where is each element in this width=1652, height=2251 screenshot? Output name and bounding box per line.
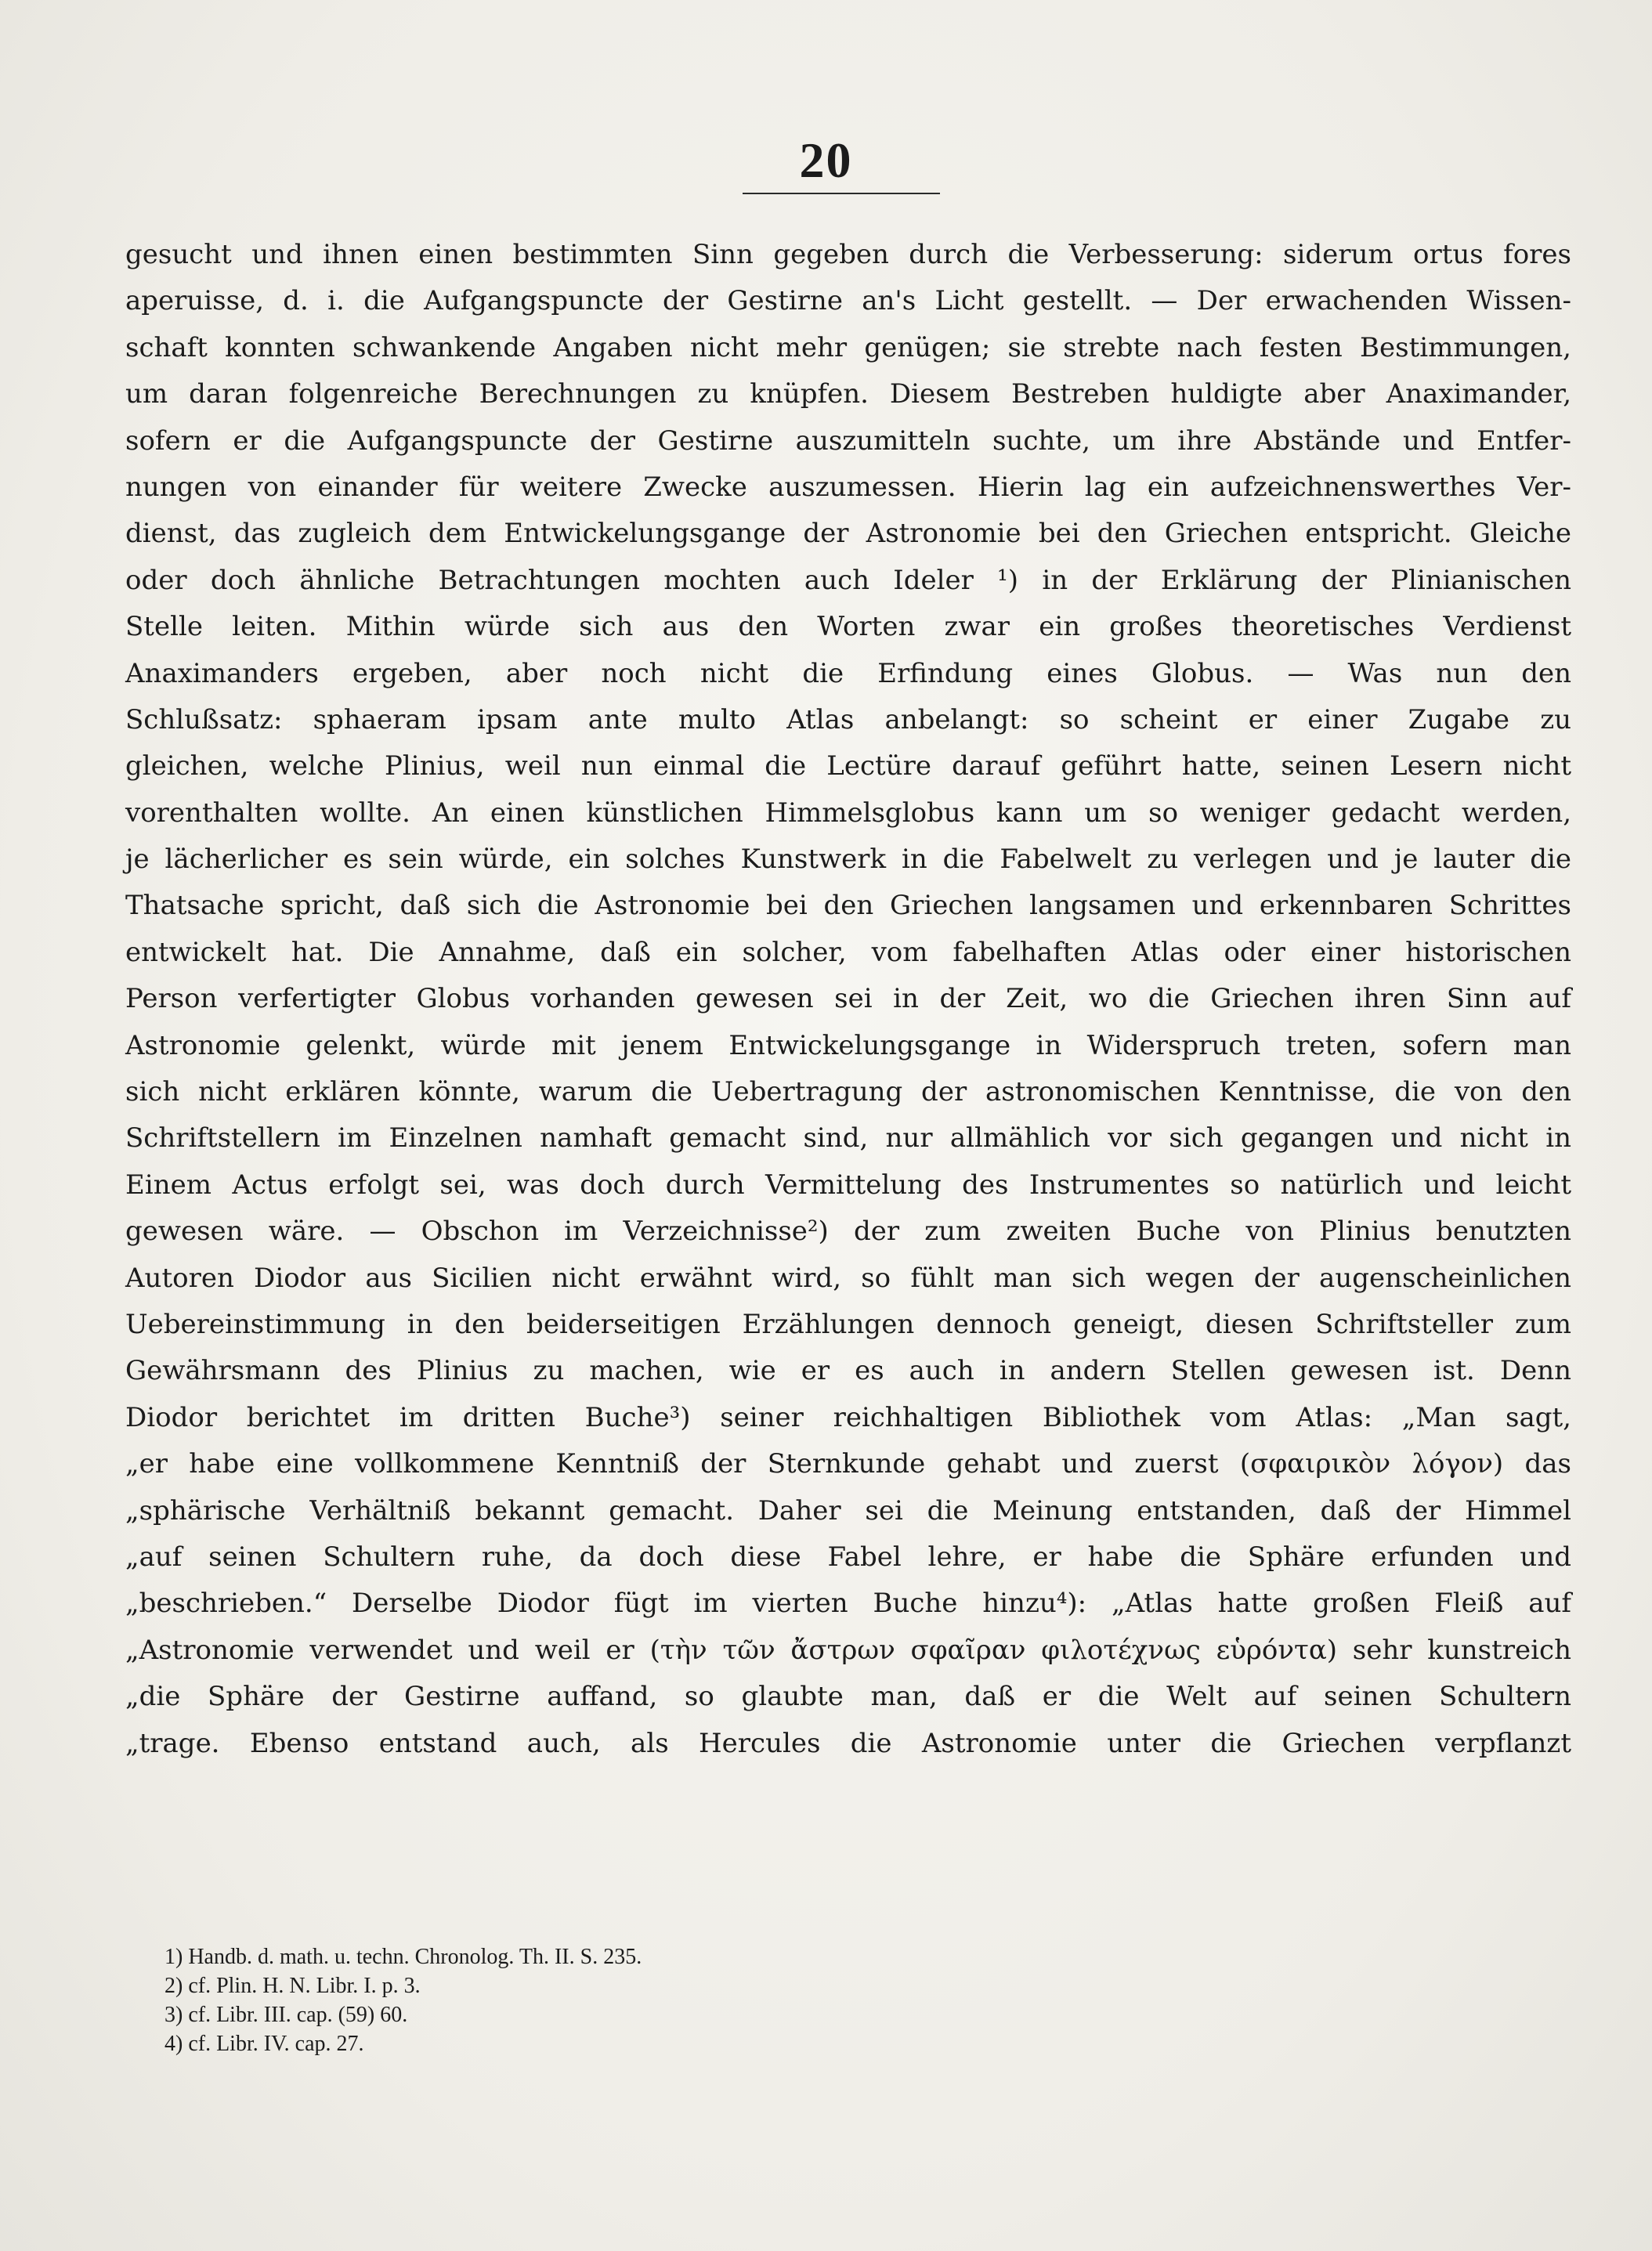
text-line: „auf seinen Schultern ruhe, da doch diese Fabel lehre, er habe die Sphäre erfunden und bbox=[125, 1541, 1571, 1573]
text-line: je lächerlicher es sein würde, ein solches Kunstwerk in die Fabelwelt zu verlegen und je lauter die bbox=[125, 844, 1571, 876]
footnote: 3) cf. Libr. III. cap. (59) 60. bbox=[164, 2003, 408, 2027]
text-line: Uebereinstimmung in den beiderseitigen Erzählungen dennoch geneigt, diesen Schriftsteller zum bbox=[125, 1308, 1571, 1340]
text-line: Astronomie gelenkt, würde mit jenem Entwickelungsgange in Widerspruch treten, sofern man bbox=[125, 1029, 1571, 1061]
text-line: „Astronomie verwendet und weil er (τὴν τῶν ἄστρων σφαῖραν φιλοτέχνως εὑρόντα) sehr kunstreich bbox=[125, 1634, 1571, 1666]
text-line: Einem Actus erfolgt sei, was doch durch Vermittelung des Instrumentes so natürlich und leicht bbox=[125, 1169, 1571, 1201]
text-line: sofern er die Aufgangspuncte der Gestirne auszumitteln suchte, um ihre Abstände und Entfer- bbox=[125, 425, 1571, 457]
text-line: oder doch ähnliche Betrachtungen mochten auch Ideler ¹) in der Erklärung der Plinianischen bbox=[125, 564, 1571, 596]
text-line: Schriftstellern im Einzelnen namhaft gemacht sind, nur allmählich vor sich gegangen und nicht in bbox=[125, 1122, 1571, 1154]
text-line: Anaximanders ergeben, aber noch nicht die Erfindung eines Globus. — Was nun den bbox=[125, 657, 1571, 689]
text-line: dienst, das zugleich dem Entwickelungsgange der Astronomie bei den Griechen entspricht. Gleiche bbox=[125, 518, 1571, 550]
body-text bbox=[125, 232, 1571, 1767]
text-line: Diodor berichtet im dritten Buche³) seiner reichhaltigen Bibliothek vom Atlas: „Man sagt, bbox=[125, 1401, 1571, 1433]
text-line: nungen von einander für weitere Zwecke auszumessen. Hierin lag ein aufzeichnenswerthes Ver- bbox=[125, 471, 1571, 503]
text-line: „trage. Ebenso entstand auch, als Hercules die Astronomie unter die Griechen verpflanzt bbox=[125, 1727, 1571, 1759]
header-rule bbox=[743, 193, 940, 194]
text-line: „die Sphäre der Gestirne auffand, so glaubte man, daß er die Welt auf seinen Schultern bbox=[125, 1681, 1571, 1713]
text-line: Gewährsmann des Plinius zu machen, wie er es auch in andern Stellen gewesen ist. Denn bbox=[125, 1355, 1571, 1387]
text-line: Person verfertigter Globus vorhanden gewesen sei in der Zeit, wo die Griechen ihren Sinn auf bbox=[125, 983, 1571, 1015]
text-line: gesucht und ihnen einen bestimmten Sinn gegeben durch die Verbesserung: siderum ortus fores bbox=[125, 239, 1571, 270]
text-line: „er habe eine vollkommene Kenntniß der Sternkunde gehabt und zuerst (σφαιρικὸν λόγον) das bbox=[125, 1448, 1571, 1480]
text-line: entwickelt hat. Die Annahme, daß ein solcher, vom fabelhaften Atlas oder einer historischen bbox=[125, 936, 1571, 968]
text-line: aperuisse, d. i. die Aufgangspuncte der Gestirne an's Licht gestellt. — Der erwachenden Wissen- bbox=[125, 285, 1571, 317]
text-line: gewesen wäre. — Obschon im Verzeichnisse²) der zum zweiten Buche von Plinius benutzten bbox=[125, 1216, 1571, 1248]
footnote: 4) cf. Libr. IV. cap. 27. bbox=[164, 2032, 364, 2056]
text-line: schaft konnten schwankende Angaben nicht mehr genügen; sie strebte nach festen Bestimmungen, bbox=[125, 331, 1571, 363]
text-line: „sphärische Verhältniß bekannt gemacht. Daher sei die Meinung entstanden, daß der Himmel bbox=[125, 1494, 1571, 1527]
text-line: um daran folgenreiche Berechnungen zu knüpfen. Diesem Bestreben huldigte aber Anaximander, bbox=[125, 378, 1571, 410]
text-line: Stelle leiten. Mithin würde sich aus den Worten zwar ein großes theoretisches Verdienst bbox=[125, 611, 1571, 643]
text-line: sich nicht erklären könnte, warum die Uebertragung der astronomischen Kenntnisse, die von den bbox=[125, 1076, 1571, 1108]
text-line: Autoren Diodor aus Sicilien nicht erwähnt wird, so fühlt man sich wegen der augenscheinlichen bbox=[125, 1262, 1571, 1294]
footnote: 2) cf. Plin. H. N. Libr. I. p. 3. bbox=[164, 1974, 421, 1998]
footnote: 1) Handb. d. math. u. techn. Chronolog. Th. II. S. 235. bbox=[164, 1945, 642, 1969]
page-number: 20 bbox=[799, 132, 853, 188]
text-line: gleichen, welche Plinius, weil nun einmal die Lectüre darauf geführt hatte, seinen Lesern nicht bbox=[125, 750, 1571, 782]
footnotes bbox=[164, 1942, 1104, 2058]
text-line: Schlußsatz: sphaeram ipsam ante multo Atlas anbelangt: so scheint er einer Zugabe zu bbox=[125, 703, 1571, 735]
show-through-bleed bbox=[1057, 1895, 1606, 2099]
text-line: Thatsache spricht, daß sich die Astronomie bei den Griechen langsamen und erkennbaren Schrittes bbox=[125, 890, 1571, 922]
text-line: „beschrieben.“ Derselbe Diodor fügt im vierten Buche hinzu⁴): „Atlas hatte großen Fleiß auf bbox=[125, 1588, 1571, 1620]
text-line: vorenthalten wollte. An einen künstlichen Himmelsglobus kann um so weniger gedacht werden, bbox=[125, 797, 1571, 829]
